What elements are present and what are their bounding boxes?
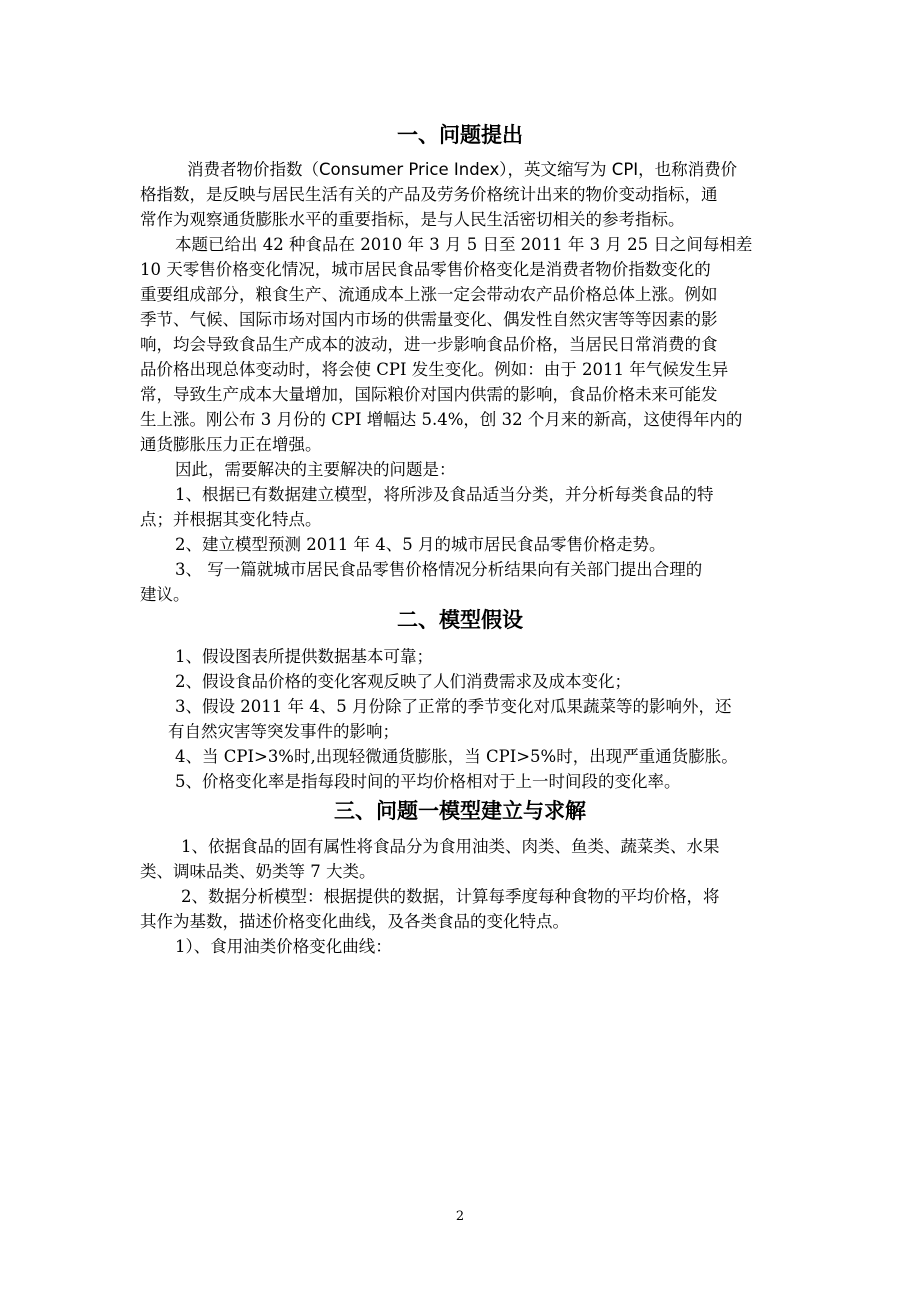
paragraph-line: 常作为观察通货膨胀水平的重要指标，是与人民生活密切相关的参考指标。: [140, 210, 685, 229]
paragraph-line: 10 天零售价格变化情况，城市居民食品零售价格变化是消费者物价指数变化的: [140, 260, 711, 279]
paragraph-line: 本题已给出 42 种食品在 2010 年 3 月 5 日至 2011 年 3 月 25 日之间每相差: [175, 235, 753, 254]
section-heading-model-one: 三、问题一模型建立与求解: [334, 799, 586, 823]
paragraph-line: 其作为基数，描述价格变化曲线，及各类食品的变化特点。: [140, 912, 569, 931]
paragraph-line: 生上涨。刚公布 3 月份的 CPI 增幅达 5.4%，创 32 个月来的新高，这使得年内的: [140, 410, 743, 429]
assumption-line: 有自然灾害等突发事件的影响；: [168, 722, 399, 741]
list-item-line: 点；并根据其变化特点。: [140, 510, 322, 529]
paragraph-line: 2、数据分析模型：根据提供的数据，计算每季度每种食物的平均价格，将: [181, 887, 720, 906]
paragraph-line: 重要组成部分，粮食生产、流通成本上涨一定会带动农产品价格总体上涨。例如: [140, 285, 718, 304]
paragraph-line: 季节、气候、国际市场对国内市场的供需量变化、偶发性自然灾害等等因素的影: [140, 310, 718, 329]
paragraph-line: 格指数，是反映与居民生活有关的产品及劳务价格统计出来的物价变动指标，通: [140, 185, 718, 204]
assumption-line: 2、假设食品价格的变化客观反映了人们消费需求及成本变化；: [175, 672, 631, 691]
assumption-line: 4、当 CPI>3%时,出现轻微通货膨胀，当 CPI>5%时，出现严重通货膨胀。: [175, 747, 738, 766]
paragraph-line: 因此，需要解决的主要解决的问题是：: [175, 460, 456, 479]
assumption-line: 3、假设 2011 年 4、5 月份除了正常的季节变化对瓜果蔬菜等的影响外，还: [175, 697, 732, 716]
paragraph-line: 品价格出现总体变动时，将会使 CPI 发生变化。例如：由于 2011 年气候发生异: [140, 360, 729, 379]
paragraph-line: 1、依据食品的固有属性将食品分为食用油类、肉类、鱼类、蔬菜类、水果: [181, 837, 720, 856]
assumption-line: 1、假设图表所提供数据基本可靠；: [175, 647, 433, 666]
paragraph-line: 消费者物价指数（Consumer Price Index），英文缩写为 CPI，也称消费价: [187, 160, 738, 179]
assumption-line: 5、价格变化率是指每段时间的平均价格相对于上一时间段的变化率。: [175, 772, 681, 791]
list-item-line: 1、根据已有数据建立模型，将所涉及食品适当分类，并分析每类食品的特: [175, 485, 714, 504]
list-item-line: 建议。: [140, 585, 190, 604]
paragraph-line: 1）、食用油类价格变化曲线：: [175, 937, 392, 956]
paragraph-line: 类、调味品类、奶类等 7 大类。: [140, 862, 376, 881]
paragraph-line: 响，均会导致食品生产成本的波动，进一步影响食品价格，当居民日常消费的食: [140, 335, 718, 354]
section-heading-problem: 一、问题提出: [397, 123, 523, 147]
paragraph-line: 通货膨胀压力正在增强。: [140, 435, 322, 454]
list-item-line: 3、 写一篇就城市居民食品零售价格情况分析结果向有关部门提出合理的: [175, 560, 703, 579]
section-heading-assumptions: 二、模型假设: [397, 608, 523, 632]
page-number: 2: [455, 1209, 465, 1224]
list-item-line: 2、建立模型预测 2011 年 4、5 月的城市居民食品零售价格走势。: [175, 535, 666, 554]
paragraph-line: 常，导致生产成本大量增加，国际粮价对国内供需的影响，食品价格未来可能发: [140, 385, 718, 404]
